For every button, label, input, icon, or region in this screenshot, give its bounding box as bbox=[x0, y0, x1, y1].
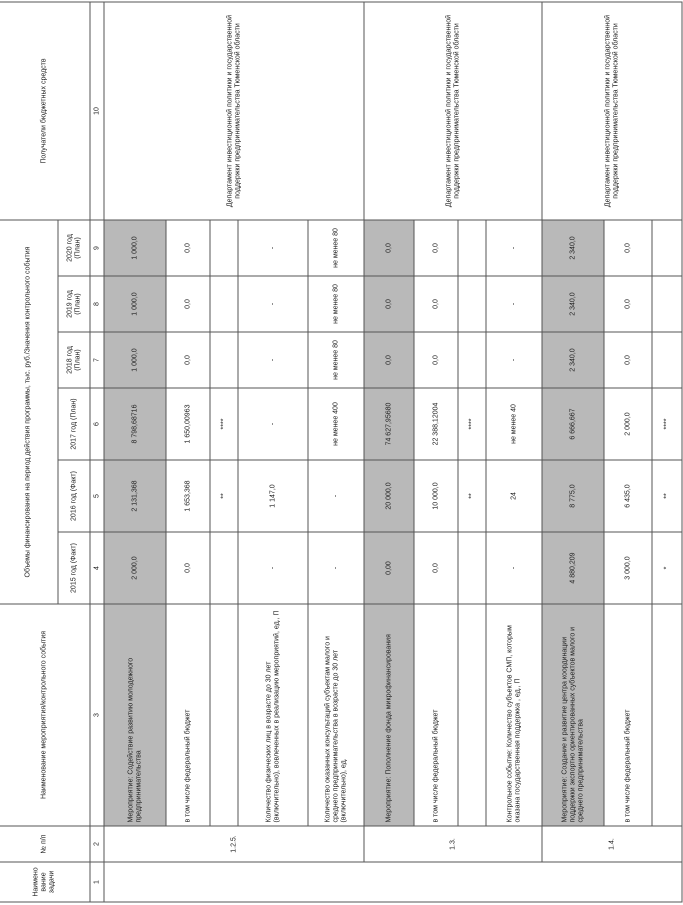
value-cell: 2 131,368 bbox=[104, 460, 166, 532]
value-cell: 0,0 bbox=[604, 276, 652, 332]
value-cell: - bbox=[308, 532, 364, 604]
value-cell: 24 bbox=[486, 460, 542, 532]
row-number: 1.3. bbox=[364, 826, 542, 862]
event-name bbox=[458, 604, 486, 826]
recipient-cell: Департамент инвестиционной политики и государственной поддержки предпринимательства Тюменской области bbox=[542, 2, 682, 220]
event-name: Количество физических лиц в возрасте до 30 лет (включительно), вовлеченных в реализацию мероприятий, ед., П bbox=[238, 604, 308, 826]
value-cell: 2 340,0 bbox=[542, 332, 604, 388]
header-event: Наименование мероприятия/контрольного события bbox=[0, 604, 90, 826]
value-cell: 1 000,0 bbox=[104, 332, 166, 388]
value-cell: 0,0 bbox=[414, 532, 458, 604]
value-cell: не менее 40 bbox=[486, 388, 542, 460]
col-index: 6 bbox=[90, 388, 104, 460]
table-row bbox=[104, 2, 166, 902]
col-index: 7 bbox=[90, 332, 104, 388]
event-name: в том числе федеральный бюджет bbox=[166, 604, 210, 826]
value-cell: - bbox=[486, 220, 542, 276]
value-cell: 0,0 bbox=[604, 332, 652, 388]
col-index: 5 bbox=[90, 460, 104, 532]
header-recipient: Получатели бюджетных средств bbox=[0, 2, 90, 220]
header-year: 2016 год (Факт) bbox=[58, 460, 90, 532]
value-cell: 0,0 bbox=[604, 220, 652, 276]
value-cell: 0,0 bbox=[166, 220, 210, 276]
funding-table bbox=[0, 1, 683, 902]
event-name bbox=[210, 604, 238, 826]
value-cell: 3 000,0 bbox=[604, 532, 652, 604]
header-task: Наименование задачи bbox=[0, 862, 90, 902]
value-cell: - bbox=[238, 220, 308, 276]
value-cell: 8 798,68716 bbox=[104, 388, 166, 460]
value-cell: не менее 80 bbox=[308, 332, 364, 388]
value-cell bbox=[458, 532, 486, 604]
value-cell: 6 666,667 bbox=[542, 388, 604, 460]
rotated-document bbox=[0, 3, 670, 903]
value-cell bbox=[210, 332, 238, 388]
value-cell: - bbox=[308, 460, 364, 532]
value-cell: 1 653,368 bbox=[166, 460, 210, 532]
value-cell: не менее 400 bbox=[308, 388, 364, 460]
event-name: Мероприятие: Содействие развитию молодежного предпринимательства bbox=[104, 604, 166, 826]
event-name: Мероприятие: Пополнение фонда микрофинансирования bbox=[364, 604, 414, 826]
value-cell: 1 000,0 bbox=[104, 220, 166, 276]
recipient-cell: Департамент инвестиционной политики и государственной поддержки предпринимательства Тюменской области bbox=[364, 2, 542, 220]
event-name: в том числе федеральный бюджет bbox=[604, 604, 652, 826]
column-index-row bbox=[90, 2, 104, 902]
value-cell: 0,0 bbox=[364, 332, 414, 388]
col-index: 3 bbox=[90, 604, 104, 826]
event-name: в том числе федеральный бюджет bbox=[414, 604, 458, 826]
value-cell: 4 880,209 bbox=[542, 532, 604, 604]
value-cell: - bbox=[486, 332, 542, 388]
value-cell: 6 435,0 bbox=[604, 460, 652, 532]
task-cell bbox=[104, 862, 682, 902]
value-cell bbox=[652, 276, 682, 332]
value-cell: 1 147,0 bbox=[238, 460, 308, 532]
value-cell bbox=[652, 332, 682, 388]
row-number: 1.4. bbox=[542, 826, 682, 862]
value-cell bbox=[210, 276, 238, 332]
event-name: Мероприятие: Создание и развитие центра координации поддержки экспортно ориентированных субъектов малого и среднего предпринимательства bbox=[542, 604, 604, 826]
header-year: 2020 год (План) bbox=[58, 220, 90, 276]
value-cell: 10 000,0 bbox=[414, 460, 458, 532]
value-cell: 0,0 bbox=[166, 332, 210, 388]
value-cell: 22 388,12004 bbox=[414, 388, 458, 460]
header-funding: Объемы финансирования на период действия программы, тыс. руб./Значения контрольного события bbox=[0, 220, 58, 604]
col-index: 2 bbox=[90, 826, 104, 862]
value-cell bbox=[458, 332, 486, 388]
value-cell: 2 000,0 bbox=[104, 532, 166, 604]
value-cell: **** bbox=[458, 388, 486, 460]
header-num: № п/п bbox=[0, 826, 90, 862]
header-row bbox=[0, 2, 58, 902]
recipient-cell: Департамент инвестиционной политики и государственной поддержки предпринимательства Тюменской области bbox=[104, 2, 364, 220]
col-index: 9 bbox=[90, 220, 104, 276]
col-index: 4 bbox=[90, 532, 104, 604]
value-cell: 2 340,0 bbox=[542, 220, 604, 276]
value-cell: 1 000,0 bbox=[104, 276, 166, 332]
value-cell: 0,0 bbox=[414, 276, 458, 332]
col-index: 8 bbox=[90, 276, 104, 332]
event-name bbox=[652, 604, 682, 826]
value-cell: не менее 80 bbox=[308, 220, 364, 276]
value-cell: ** bbox=[458, 460, 486, 532]
event-name: Количество оказанных консультаций субъектам малого и среднего предпринимательства в возрасте до 30 лет (включительно), ед. bbox=[308, 604, 364, 826]
table-row bbox=[364, 2, 414, 902]
value-cell: * bbox=[652, 532, 682, 604]
value-cell: - bbox=[486, 276, 542, 332]
header-year: 2015 год (Факт) bbox=[58, 532, 90, 604]
value-cell: - bbox=[238, 332, 308, 388]
value-cell bbox=[458, 220, 486, 276]
value-cell: не менее 80 bbox=[308, 276, 364, 332]
value-cell: 2 340,0 bbox=[542, 276, 604, 332]
value-cell: - bbox=[238, 276, 308, 332]
value-cell: 0,0 bbox=[166, 532, 210, 604]
value-cell: 20 000,0 bbox=[364, 460, 414, 532]
header-year: 2017 год (План) bbox=[58, 388, 90, 460]
value-cell bbox=[210, 220, 238, 276]
value-cell: 0,0 bbox=[166, 276, 210, 332]
header-year: 2019 год (План) bbox=[58, 276, 90, 332]
value-cell: **** bbox=[652, 388, 682, 460]
value-cell: 1 650,00963 bbox=[166, 388, 210, 460]
value-cell: - bbox=[238, 532, 308, 604]
value-cell: **** bbox=[210, 388, 238, 460]
value-cell: - bbox=[238, 388, 308, 460]
value-cell: 0,0 bbox=[414, 220, 458, 276]
value-cell: - bbox=[486, 532, 542, 604]
value-cell: 0,0 bbox=[414, 332, 458, 388]
value-cell: ** bbox=[210, 460, 238, 532]
table-row bbox=[542, 2, 604, 902]
value-cell bbox=[210, 532, 238, 604]
value-cell bbox=[652, 220, 682, 276]
col-index: 10 bbox=[90, 2, 104, 220]
event-name: Контрольное событие: Количество субъектов СМП, которым оказана государственная поддержка , ед., П bbox=[486, 604, 542, 826]
value-cell: 0,0 bbox=[364, 276, 414, 332]
value-cell: 0,00 bbox=[364, 532, 414, 604]
value-cell: 0,0 bbox=[364, 220, 414, 276]
value-cell: ** bbox=[652, 460, 682, 532]
row-number: 1.2.5. bbox=[104, 826, 364, 862]
value-cell bbox=[458, 276, 486, 332]
col-index: 1 bbox=[90, 862, 104, 902]
value-cell: 2 000,0 bbox=[604, 388, 652, 460]
value-cell: 8 775,0 bbox=[542, 460, 604, 532]
value-cell: 74 627,95680 bbox=[364, 388, 414, 460]
header-year: 2018 год (План) bbox=[58, 332, 90, 388]
